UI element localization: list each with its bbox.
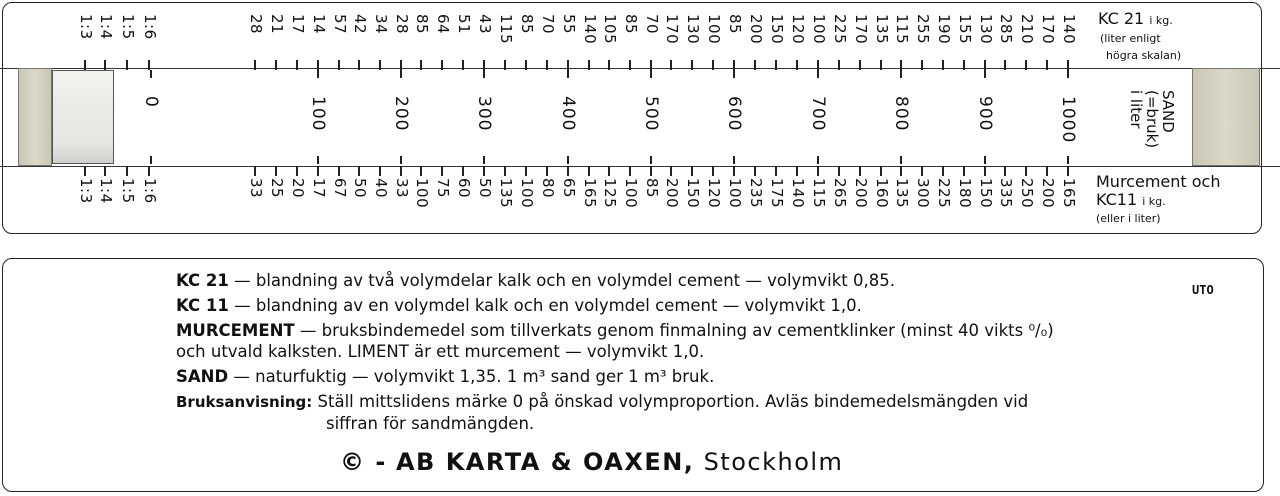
middle-scale-label: 800 [891,96,911,132]
murcement-label [1096,173,1220,226]
top-scale-tick [148,60,150,70]
bottom-scale-label: 50 [351,178,369,199]
kc21-unit: i kg. [1149,14,1173,27]
top-scale-tick [126,60,128,70]
bottom-scale-tick [84,166,86,176]
murcement-line1: Murcement och [1096,172,1221,191]
middle-scale-tick-bottom [150,156,152,164]
top-scale-label: 140 [581,14,599,45]
sand-term: SAND [176,367,229,386]
bottom-scale-tick [317,166,319,176]
top-scale-label: 130 [977,14,995,45]
bottom-scale-label: 200 [852,178,870,209]
bottom-scale-label: 265 [831,178,849,209]
top-scale-label: 170 [663,14,681,45]
top-scale-tick [796,60,798,70]
middle-scale-label: 1000 [1058,96,1078,144]
bottom-scale-label: 100 [622,178,640,209]
bottom-scale-tick [838,166,840,176]
top-scale-label: 28 [393,14,411,35]
top-scale-label: 115 [497,14,515,45]
top-scale-tick [420,60,422,70]
bottom-scale-tick [1025,166,1027,176]
top-scale-tick [275,60,277,70]
top-scale-tick [338,60,340,70]
usage-desc: Ställ mittslidens märke 0 på önskad volymproportion. Avläs bindemedelsmängden vid siffran för sandmängden. [312,392,1029,433]
bottom-scale-label: 100 [726,178,744,209]
top-scale-label: 170 [1039,14,1057,45]
top-scale-tick [775,60,777,70]
bottom-scale-label: 300 [914,178,932,209]
top-scale-label: 51 [455,14,473,35]
kc21-definition [176,270,1076,291]
bottom-scale-tick [126,166,128,176]
bottom-scale-tick [608,166,610,176]
top-scale-tick [400,60,402,70]
bottom-scale-label: 1:6 [141,178,159,204]
top-scale-label: 85 [726,14,744,35]
top-scale-label: 155 [956,14,974,45]
top-scale-label: 130 [684,14,702,45]
top-scale-label: 210 [1018,14,1036,45]
bottom-scale-tick [588,166,590,176]
kc21-line3: högra skalan) [1106,49,1182,63]
top-scale-tick [859,60,861,70]
bottom-scale-tick [148,166,150,176]
middle-scale-tick-bottom [483,156,485,164]
bottom-scale-tick [712,166,714,176]
bottom-scale-tick [338,166,340,176]
bottom-scale-tick [546,166,548,176]
top-scale-label: 115 [893,14,911,45]
top-scale-label: 135 [873,14,891,45]
bottom-scale-label: 17 [310,178,328,199]
sand-definition [176,366,1076,387]
top-scale-tick [525,60,527,70]
slide-top-edge [0,68,1280,69]
top-scale-label: 43 [476,14,494,35]
middle-scale-tick-top [733,70,735,78]
top-scale-tick [984,60,986,70]
bottom-scale-label: 25 [268,178,286,199]
middle-scale-label: 0 [141,96,161,108]
top-scale-tick [691,60,693,70]
top-scale-tick [900,60,902,70]
bottom-scale-label: 140 [789,178,807,209]
bottom-scale-tick [525,166,527,176]
top-scale-label: 200 [747,14,765,45]
top-scale-label: 64 [434,14,452,35]
bottom-scale-label: 1:5 [119,178,137,204]
middle-scale-tick-bottom [900,156,902,164]
top-scale-label: 34 [372,14,390,35]
bottom-scale-tick [1004,166,1006,176]
top-scale-label: 28 [247,14,265,35]
bottom-scale-tick [358,166,360,176]
middle-scale-tick-bottom [317,156,319,164]
top-scale-tick [650,60,652,70]
city-name: Stockholm [703,448,844,476]
murcement-definition [176,320,1076,362]
top-scale-tick [546,60,548,70]
top-scale-label: 70 [643,14,661,35]
bottom-scale-tick [296,166,298,176]
bottom-scale-tick [733,166,735,176]
slide-bottom-edge [0,166,1280,167]
sand-line3: i liter [1127,90,1145,129]
bottom-scale-label: 135 [497,178,515,209]
bottom-scale-tick [796,166,798,176]
stamp-mark: UTO [1192,283,1214,297]
middle-scale-tick-bottom [984,156,986,164]
top-scale-tick [608,60,610,70]
top-scale-tick [567,60,569,70]
bottom-scale-tick [275,166,277,176]
middle-scale-label: 500 [641,96,661,132]
bottom-scale-label: 100 [413,178,431,209]
top-scale-tick [296,60,298,70]
murcement-line3: (eller i liter) [1096,212,1161,226]
middle-scale-tick-bottom [1067,156,1069,164]
middle-scale-tick-top [400,70,402,78]
sand-desc: — naturfuktig — volymvikt 1,35. 1 m³ sand ger 1 m³ bruk. [228,367,715,386]
sand-label [1128,90,1176,148]
bottom-scale-label: 150 [684,178,702,209]
bottom-scale-label: 1:3 [77,178,95,204]
publisher-footer [340,448,843,476]
middle-scale-label: 300 [474,96,494,132]
middle-scale-tick-top [900,70,902,78]
middle-scale-tick-top [650,70,652,78]
middle-scale-tick-top [317,70,319,78]
top-scale-label: 55 [560,14,578,35]
top-scale-tick [483,60,485,70]
kc21-term: KC 21 [176,271,229,290]
top-scale-label: 1:5 [119,14,137,40]
top-scale-label: 57 [331,14,349,35]
top-scale-tick [921,60,923,70]
top-scale-tick [379,60,381,70]
bottom-scale-label: 33 [247,178,265,199]
bottom-scale-tick [650,166,652,176]
bottom-scale-label: 115 [810,178,828,209]
kc11-definition [176,295,1076,316]
kc11-desc: — blandning av en volymdel kalk och en volymdel cement — volymvikt 1,0. [228,296,862,315]
top-scale-label: 85 [622,14,640,35]
bottom-scale-tick [567,166,569,176]
top-scale-tick [629,60,631,70]
top-scale-label: 150 [768,14,786,45]
bottom-scale-label: 335 [997,178,1015,209]
middle-scale-tick-top [483,70,485,78]
kc11-term: KC 11 [176,296,229,315]
slide-grip-right[interactable] [1192,68,1260,166]
bottom-scale-tick [400,166,402,176]
middle-scale-tick-top [150,70,152,78]
top-scale-label: 190 [935,14,953,45]
top-scale-tick [817,60,819,70]
middle-scale-label: 900 [975,96,995,132]
middle-scale-label: 200 [391,96,411,132]
usage-term: Bruksanvisning: [176,393,313,411]
top-scale-tick [1067,60,1069,70]
top-scale-tick [1004,60,1006,70]
middle-scale-tick-bottom [817,156,819,164]
kc21-title: KC 21 [1098,9,1145,28]
bottom-scale-tick [754,166,756,176]
murcement-line2: KC11 [1096,189,1138,209]
bottom-scale-label: 40 [372,178,390,199]
bottom-scale-label: 200 [663,178,681,209]
top-scale-tick [942,60,944,70]
top-scale-tick [358,60,360,70]
top-scale-label: 120 [789,14,807,45]
middle-scale-label: 600 [724,96,744,132]
top-scale-label: 1:3 [77,14,95,40]
top-scale-label: 14 [310,14,328,35]
bottom-scale-tick [420,166,422,176]
bottom-scale-tick [900,166,902,176]
kc21-label [1098,10,1181,63]
top-scale-label: 42 [351,14,369,35]
bottom-scale-tick [504,166,506,176]
top-scale-tick [712,60,714,70]
bottom-scale-tick [691,166,693,176]
top-scale-label: 100 [810,14,828,45]
kc21-desc: — blandning av två volymdelar kalk och en volymdel cement — volymvikt 0,85. [228,271,895,290]
bottom-scale-label: 120 [705,178,723,209]
bottom-scale-label: 100 [518,178,536,209]
bottom-scale-label: 165 [581,178,599,209]
bottom-scale-tick [379,166,381,176]
bottom-scale-label: 1:4 [97,178,115,204]
top-scale-tick [754,60,756,70]
top-scale-tick [670,60,672,70]
top-scale-tick [317,60,319,70]
top-scale-tick [504,60,506,70]
bottom-scale-tick [670,166,672,176]
bottom-scale-tick [921,166,923,176]
top-scale-tick [104,60,106,70]
top-scale-label: 255 [914,14,932,45]
middle-scale-tick-top [1067,70,1069,78]
bottom-scale-label: 80 [539,178,557,199]
top-scale-label: 140 [1060,14,1078,45]
murcement-desc: — bruksbindemedel som tillverkats genom finmalning av cementklinker (minst 40 vikts ⁰/₀) och utvald kalksten. LIMENT är ett murcement — volymvikt 1,0. [176,321,1054,361]
bottom-scale-label: 225 [935,178,953,209]
sand-line2: (=bruk) [1143,90,1161,149]
middle-scale-tick-top [817,70,819,78]
bottom-scale-label: 150 [977,178,995,209]
top-scale-tick [1025,60,1027,70]
top-scale-label: 1:6 [141,14,159,40]
bottom-scale-label: 125 [601,178,619,209]
slide-cursor-window[interactable] [52,70,114,164]
top-scale-label: 1:4 [97,14,115,40]
bottom-scale-tick [462,166,464,176]
company-name: AB KARTA & OAXEN, [395,448,695,476]
top-scale-tick [462,60,464,70]
bottom-scale-tick [483,166,485,176]
bottom-scale-tick [1046,166,1048,176]
bottom-scale-tick [629,166,631,176]
top-scale-tick [733,60,735,70]
middle-scale-tick-bottom [400,156,402,164]
middle-scale-label: 400 [558,96,578,132]
bottom-scale-tick [880,166,882,176]
sand-line1: SAND [1159,90,1177,133]
top-scale-label: 170 [852,14,870,45]
bottom-scale-tick [817,166,819,176]
top-scale-label: 85 [518,14,536,35]
middle-scale-tick-bottom [650,156,652,164]
bottom-scale-label: 250 [1018,178,1036,209]
bottom-scale-tick [859,166,861,176]
bottom-scale-label: 75 [434,178,452,199]
bottom-scale-label: 20 [289,178,307,199]
top-scale-tick [838,60,840,70]
top-scale-tick [588,60,590,70]
instruction-text [176,270,1076,438]
top-scale-label: 17 [289,14,307,35]
bottom-scale-label: 135 [893,178,911,209]
top-scale-label: 100 [705,14,723,45]
murcement-term: MURCEMENT [176,321,295,340]
middle-scale-tick-bottom [733,156,735,164]
top-scale-label: 285 [997,14,1015,45]
bottom-scale-label: 65 [560,178,578,199]
bottom-scale-tick [1067,166,1069,176]
top-scale-label: 225 [831,14,849,45]
bottom-scale-label: 50 [476,178,494,199]
bottom-scale-label: 200 [1039,178,1057,209]
middle-scale-tick-bottom [567,156,569,164]
top-scale-tick [441,60,443,70]
top-scale-tick [880,60,882,70]
top-scale-label: 85 [413,14,431,35]
middle-scale-label: 100 [308,96,328,132]
middle-scale-label: 700 [808,96,828,132]
bottom-scale-label: 67 [331,178,349,199]
top-scale-tick [84,60,86,70]
bottom-scale-tick [984,166,986,176]
bottom-scale-label: 33 [393,178,411,199]
top-scale-tick [254,60,256,70]
bottom-scale-tick [254,166,256,176]
bottom-scale-label: 60 [455,178,473,199]
top-scale-tick [963,60,965,70]
top-scale-tick [1046,60,1048,70]
kc21-line2: (liter enligt [1100,31,1161,45]
middle-scale-tick-top [567,70,569,78]
bottom-scale-label: 85 [643,178,661,199]
middle-scale-tick-top [984,70,986,78]
bottom-scale-label: 165 [1060,178,1078,209]
bottom-scale-tick [775,166,777,176]
murcement-unit: i kg. [1142,194,1166,208]
bottom-scale-tick [441,166,443,176]
bottom-scale-label: 235 [747,178,765,209]
bottom-scale-tick [942,166,944,176]
top-scale-label: 21 [268,14,286,35]
bottom-scale-label: 160 [873,178,891,209]
bottom-scale-tick [963,166,965,176]
slide-grip-left[interactable] [18,68,52,166]
top-scale-label: 70 [539,14,557,35]
usage-instructions [176,391,1076,434]
bottom-scale-tick [104,166,106,176]
bottom-scale-label: 175 [768,178,786,209]
copyright-mark: © - [340,448,387,476]
bottom-scale-label: 180 [956,178,974,209]
top-scale-label: 105 [601,14,619,45]
